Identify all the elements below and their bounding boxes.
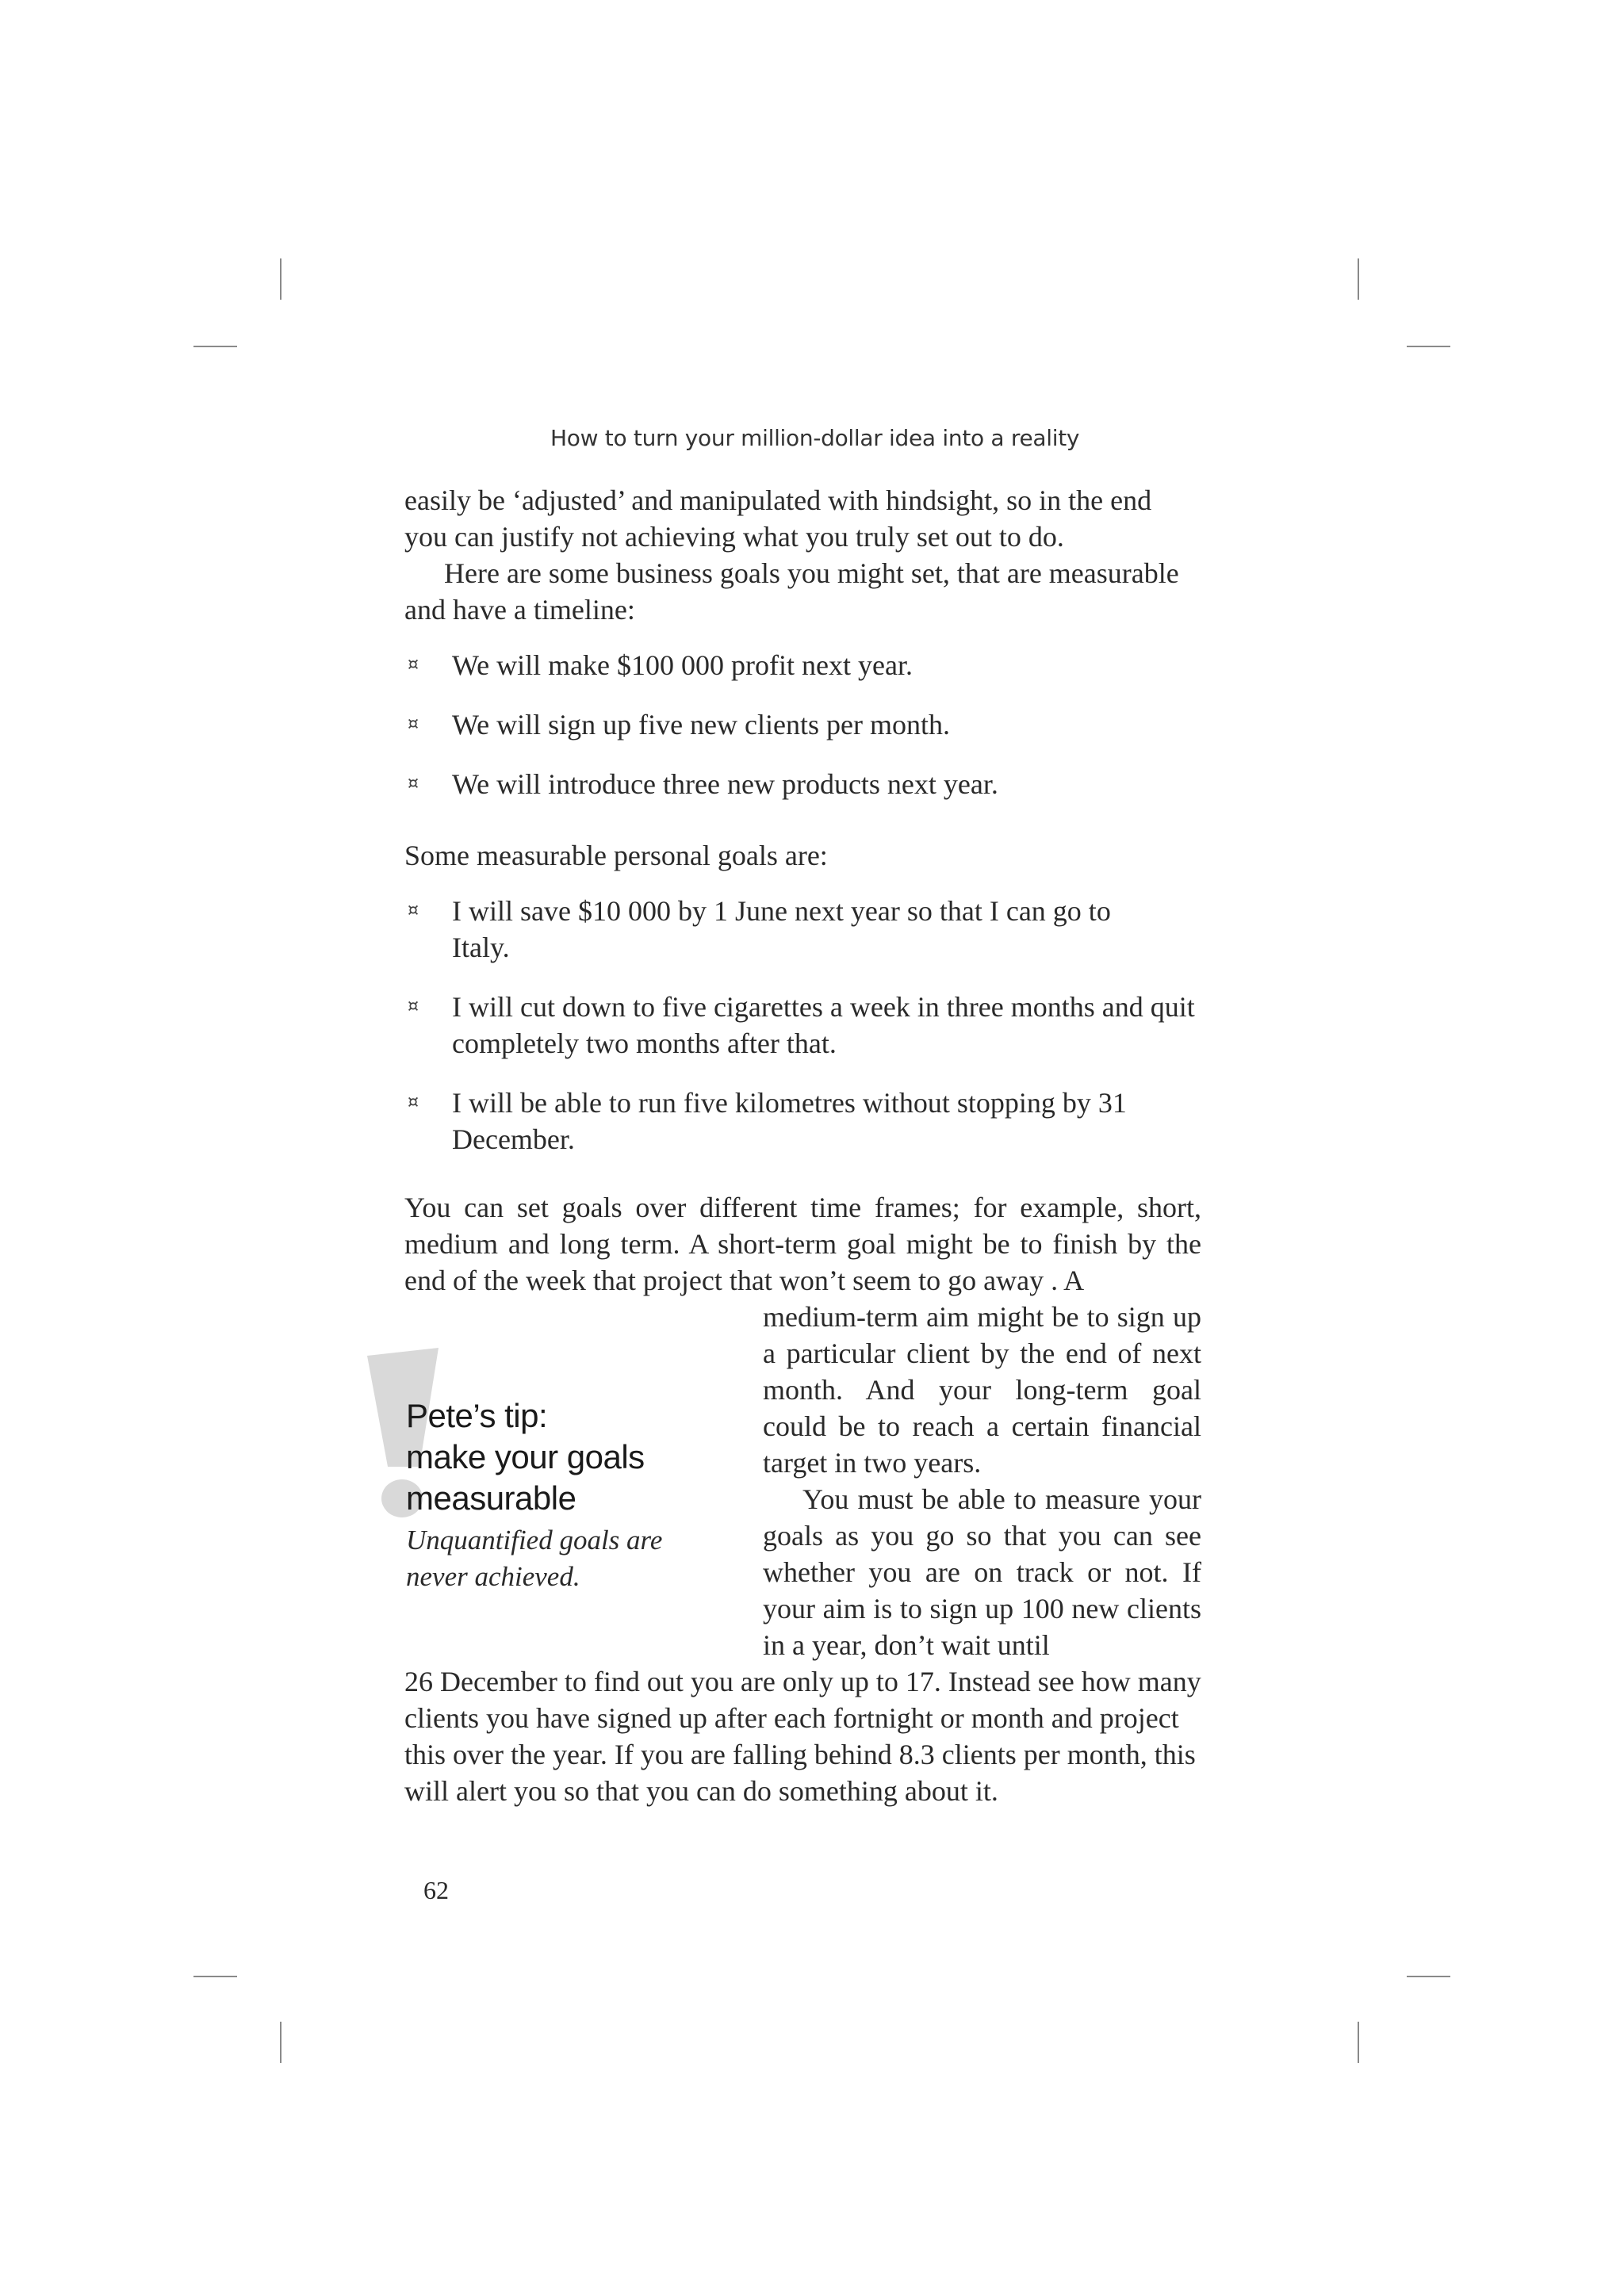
time-frames-column: medium-term aim might be to sign up a particular client by the end of next month. And your long-term goal could be to reach a certain financial target in two years. — [763, 1301, 1201, 1479]
tip-body: Unquantified goals are never achieved. — [406, 1525, 663, 1592]
list-item — [404, 893, 1166, 966]
tip-heading — [406, 1395, 739, 1519]
list-item — [404, 647, 1201, 683]
intro-paragraph-2: Here are some business goals you might set, that are measurable and have a timeline: — [404, 557, 1179, 626]
measure-column: You must be able to measure your goals as you go so that you can see whether you are on track or not. If your aim is to sign up 100 new clients in a year, don’t wait until — [763, 1483, 1201, 1661]
running-head: How to turn your million-dollar idea into a reality — [550, 425, 1080, 451]
bullet-icon: ¤ — [408, 997, 419, 1016]
measure-paragraph: 26 December to find out you are only up to 17. Instead see how many clients you have signed up after each fortnight or month and project this over the year. If you are falling behind 8.3 clients per month, this will alert you so that you can do something about it. — [404, 1666, 1201, 1807]
time-frames-paragraph: You can set goals over different time frames; for example, short, medium and long term. A short-term goal might be to finish by the end of the week that project that won’t seem to go away . A — [404, 1192, 1201, 1296]
personal-goal-text: I will save $10 000 by 1 June next year so that I can go to Italy. — [452, 895, 1111, 963]
crop-mark-bottom-left-vertical — [280, 2022, 282, 2063]
business-goal-text: We will introduce three new products next year. — [452, 768, 998, 800]
personal-goal-text: I will cut down to five cigarettes a week in three months and quit completely two months after that. — [452, 991, 1195, 1059]
crop-mark-bottom-right-horizontal — [1407, 1976, 1450, 1977]
bullet-icon: ¤ — [408, 901, 419, 920]
tip-heading-line: make your goals — [406, 1438, 645, 1475]
list-item — [404, 766, 1201, 802]
personal-goal-text: I will be able to run five kilometres without stopping by 31 December. — [452, 1087, 1127, 1155]
list-item — [404, 1085, 1213, 1158]
crop-mark-top-left-vertical — [280, 258, 282, 300]
personal-goals-intro: Some measurable personal goals are: — [404, 840, 828, 871]
list-item — [404, 706, 1201, 743]
business-goal-text: We will sign up five new clients per month. — [452, 709, 950, 740]
bullet-icon: ¤ — [408, 1093, 419, 1112]
tip-heading-line: Pete’s tip: — [406, 1397, 548, 1434]
crop-mark-top-left-horizontal — [193, 346, 237, 347]
bullet-icon: ¤ — [408, 774, 419, 794]
crop-mark-bottom-left-horizontal — [193, 1976, 237, 1977]
intro-paragraph-1: easily be ‘adjusted’ and manipulated with hindsight, so in the end you can justify not achieving what you truly set out to do. — [404, 484, 1152, 553]
bullet-icon: ¤ — [408, 714, 419, 734]
bullet-icon: ¤ — [408, 655, 419, 675]
business-goals-list — [404, 647, 1201, 802]
page-number: 62 — [423, 1876, 449, 1904]
crop-mark-bottom-right-vertical — [1358, 2022, 1359, 2063]
business-goal-text: We will make $100 000 profit next year. — [452, 649, 913, 681]
crop-mark-top-right-horizontal — [1407, 346, 1450, 347]
personal-goals-list — [404, 893, 1201, 1158]
tip-heading-line: measurable — [406, 1479, 576, 1517]
crop-mark-top-right-vertical — [1358, 258, 1359, 300]
list-item — [404, 989, 1201, 1062]
